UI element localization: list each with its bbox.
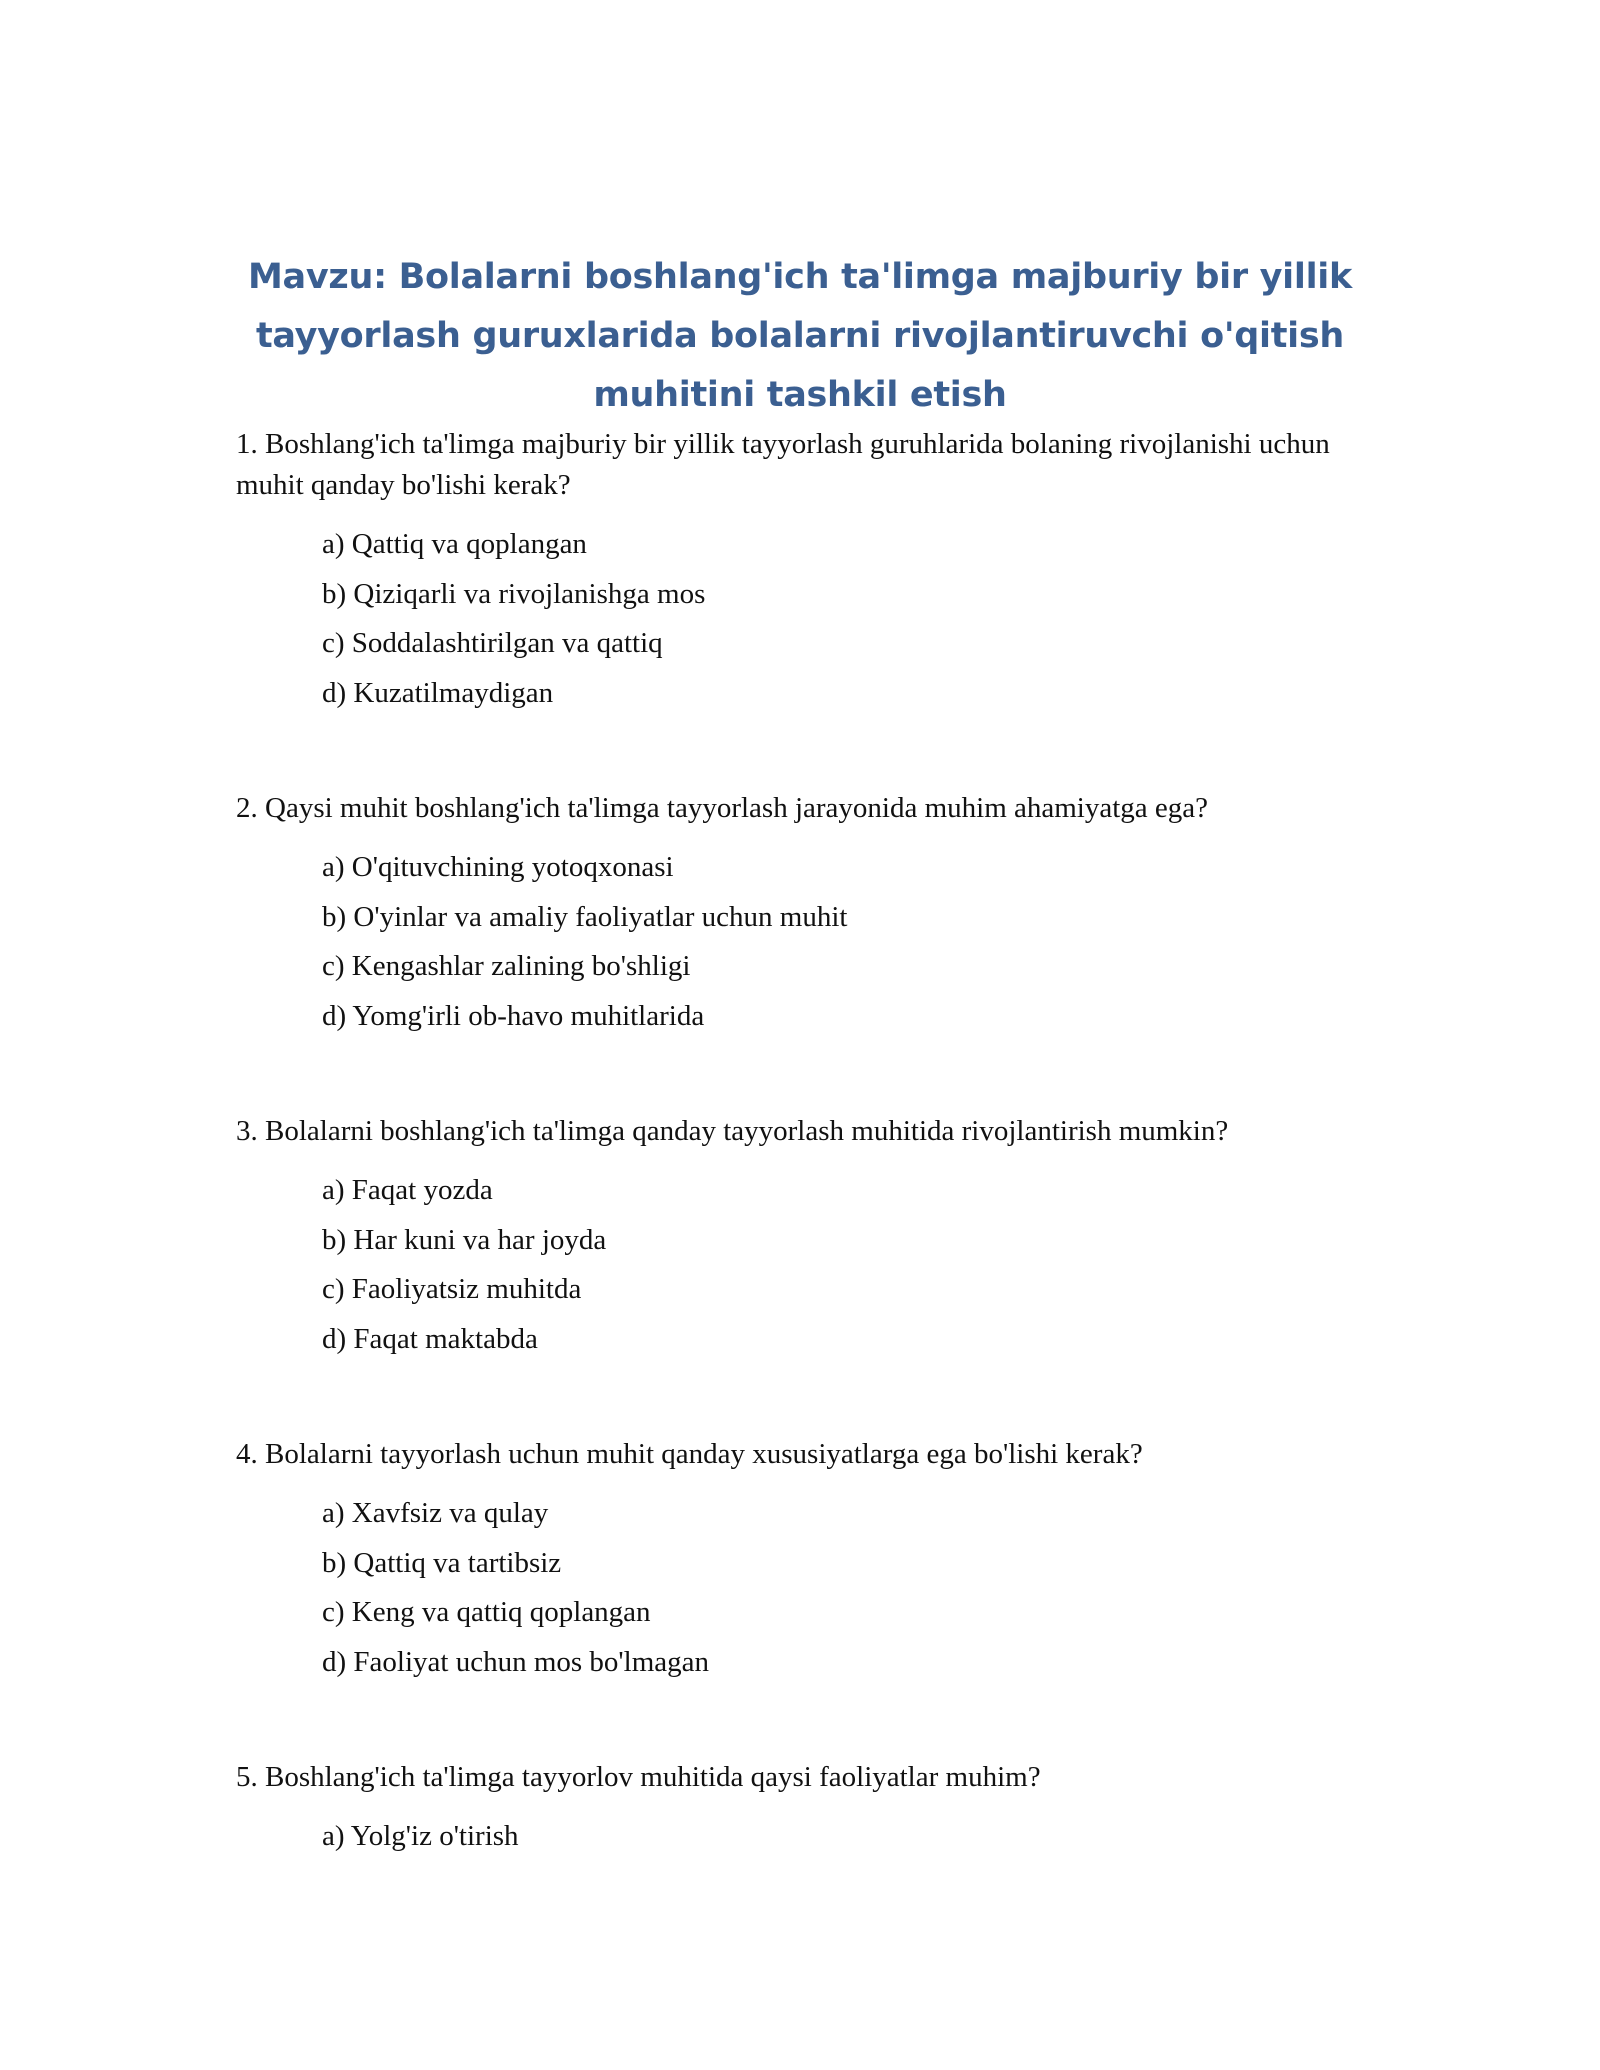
document-title: Mavzu: Bolalarni boshlang'ich ta'limga majburiy bir yillik tayyorlash guruxlarida bolalarni rivojlantiruvchi o'qitish muhitini tashkil etish [248, 257, 1352, 415]
question-2-options [322, 843, 1322, 1041]
question-4: 4. Bolalarni tayyorlash uchun muhit qanday xususiyatlarga ega bo'lishi kerak? [236, 1438, 1143, 1470]
answer-option: b) Qiziqarli va rivojlanishga mos [322, 577, 706, 610]
question-5: 5. Boshlang'ich ta'limga tayyorlov muhitida qaysi faoliyatlar muhim? [236, 1761, 1041, 1793]
answer-option: d) Kuzatilmaydigan [322, 676, 554, 709]
answer-option: b) O'yinlar va amaliy faoliyatlar uchun muhit [322, 900, 848, 933]
answer-option: c) Soddalashtirilgan va qattiq [322, 627, 663, 659]
answer-option: a) Yolg'iz o'tirish [322, 1820, 519, 1852]
answer-option: c) Keng va qattiq qoplangan [322, 1596, 651, 1628]
answer-option: d) Yomg'irli ob-havo muhitlarida [322, 999, 705, 1032]
answer-option: a) O'qituvchining yotoqxonasi [322, 851, 674, 883]
question-3: 3. Bolalarni boshlang'ich ta'limga qanday tayyorlash muhitida rivojlantirish mumkin? [236, 1115, 1229, 1147]
question-1-options [322, 520, 1322, 718]
answer-option: a) Xavfsiz va qulay [322, 1497, 549, 1529]
answer-option: a) Qattiq va qoplangan [322, 528, 587, 560]
answer-option: a) Faqat yozda [322, 1174, 493, 1206]
question-3-options [322, 1166, 1322, 1364]
answer-option: b) Har kuni va har joyda [322, 1223, 607, 1256]
question-5-options [322, 1812, 1322, 1862]
answer-option: c) Faoliyatsiz muhitda [322, 1273, 582, 1305]
answer-option: b) Qattiq va tartibsiz [322, 1546, 562, 1579]
question-2: 2. Qaysi muhit boshlang'ich ta'limga tayyorlash jarayonida muhim ahamiyatga ega? [236, 792, 1209, 824]
question-1: 1. Boshlang'ich ta'limga majburiy bir yillik tayyorlash guruhlarida bolaning rivojlanishi uchun muhit qanday bo'lishi kerak? [236, 428, 1330, 501]
answer-option: d) Faqat maktabda [322, 1322, 538, 1355]
answer-option: c) Kengashlar zalining bo'shligi [322, 950, 691, 982]
question-4-options [322, 1489, 1322, 1687]
answer-option: d) Faoliyat uchun mos bo'lmagan [322, 1645, 709, 1678]
